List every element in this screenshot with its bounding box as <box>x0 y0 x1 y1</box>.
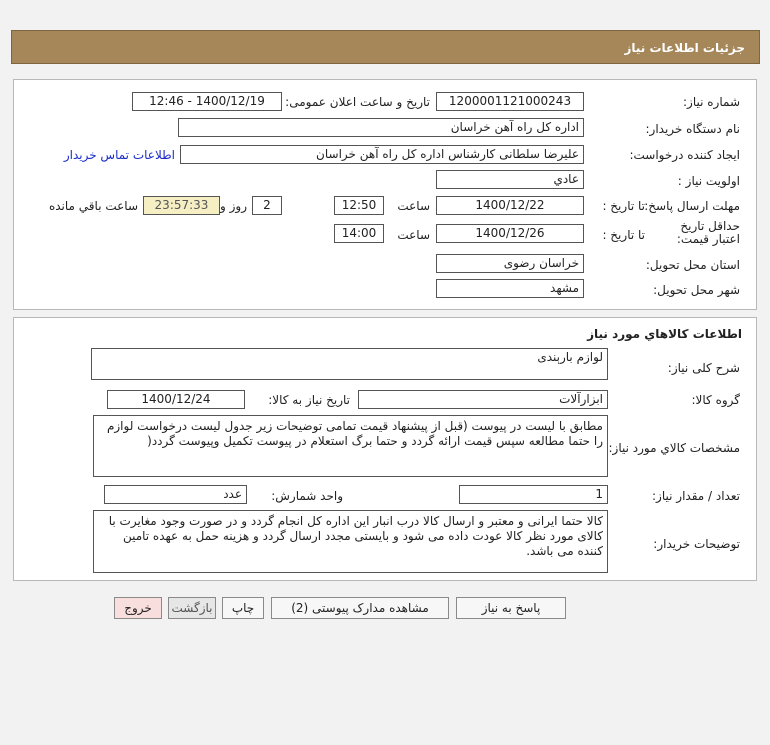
validity-time-field: 14:00 <box>334 224 384 243</box>
goods-section-title: اطلاعات كالاهاي مورد نياز <box>587 327 742 341</box>
days-label: روز و <box>220 199 247 213</box>
group-field: ابزارآلات <box>358 390 608 409</box>
unit-label: واحد شمارش: <box>271 489 343 503</box>
validity-to-date-label: تا تاریخ : <box>602 228 645 242</box>
general-desc-label: شرح کلی نیاز: <box>667 361 740 375</box>
buyer-contact-link[interactable]: اطلاعات تماس خریدار <box>63 148 175 162</box>
validity-label-text: حداقل تاریخ اعتبار قیمت: <box>676 219 740 246</box>
announce-label: تاریخ و ساعت اعلان عمومی: <box>285 95 430 109</box>
need-date-label: تاریخ نیاز به کالا: <box>268 393 350 407</box>
city-field: مشهد <box>436 279 584 298</box>
print-button[interactable]: چاپ <box>222 597 264 619</box>
deadline-to-date-label: تا تاریخ : <box>602 199 645 213</box>
specs-label: مشخصات کالاي مورد نياز: <box>608 441 740 455</box>
requester-field: علیرضا سلطانی کارشناس اداره کل راه آهن خراسان <box>180 145 584 164</box>
unit-field: عدد <box>104 485 247 504</box>
deadline-time-label: ساعت <box>397 199 430 213</box>
requester-label: ایجاد کننده درخواست: <box>629 148 740 162</box>
province-label: استان محل تحویل: <box>645 258 740 272</box>
view-attachments-button[interactable]: مشاهده مدارک پیوستی (2) <box>271 597 449 619</box>
announce-field: 1400/12/19 - 12:46 <box>132 92 282 111</box>
back-button[interactable]: بازگشت <box>168 597 216 619</box>
buyer-org-label: نام دستگاه خریدار: <box>645 122 740 136</box>
buyer-notes-label: توضیحات خریدار: <box>653 537 740 551</box>
respond-button[interactable]: پاسخ به نیاز <box>456 597 566 619</box>
specs-field: مطابق با لیست در پیوست (قبل از پیشنهاد قیمت تمامی توضیحات زیر جدول لیست درخواست لوازم را حتما مطالعه سپس قیمت ارائه گردد و حتما برگ استعلام در پیوست تکمیل وپیوست گردد( <box>93 415 608 477</box>
remaining-label: ساعت باقي مانده <box>48 199 138 213</box>
buyer-org-field: اداره کل راه آهن خراسان <box>178 118 584 137</box>
validity-label <box>650 220 740 246</box>
general-desc-field: لوازم بارېندی <box>91 348 608 380</box>
priority-field: عادي <box>436 170 584 189</box>
group-label: گروه کالا: <box>691 393 740 407</box>
days-field: 2 <box>252 196 282 215</box>
city-label: شهر محل تحویل: <box>653 283 740 297</box>
deadline-label: مهلت ارسال پاسخ: <box>644 199 740 213</box>
validity-time-label: ساعت <box>397 228 430 242</box>
qty-label: تعداد / مقدار نیاز: <box>652 489 740 503</box>
qty-field: 1 <box>459 485 608 504</box>
priority-label: اولویت نیاز : <box>677 174 740 188</box>
buyer-notes-field: کالا حتما ایرانی و معتبر و ارسال کالا درب انبار این اداره کل انجام گردد و در صورت وجود مغایرت با کالای مورد نظر کالا عودت داده می شود و بایستی مجدد ارسال گردد و هزینه حمل به عهده تامین کننده می باشد. <box>93 510 608 573</box>
page-title: جزئیات اطلاعات نیاز <box>11 30 760 64</box>
validity-date-field: 1400/12/26 <box>436 224 584 243</box>
province-field: خراسان رضوی <box>436 254 584 273</box>
deadline-time-field: 12:50 <box>334 196 384 215</box>
remaining-time-field: 23:57:33 <box>143 196 220 215</box>
need-number-field: 1200001121000243 <box>436 92 584 111</box>
need-number-label: شماره نیاز: <box>683 95 740 109</box>
need-details-panel <box>13 79 757 310</box>
deadline-date-field: 1400/12/22 <box>436 196 584 215</box>
exit-button[interactable]: خروج <box>114 597 162 619</box>
need-date-field: 1400/12/24 <box>107 390 245 409</box>
